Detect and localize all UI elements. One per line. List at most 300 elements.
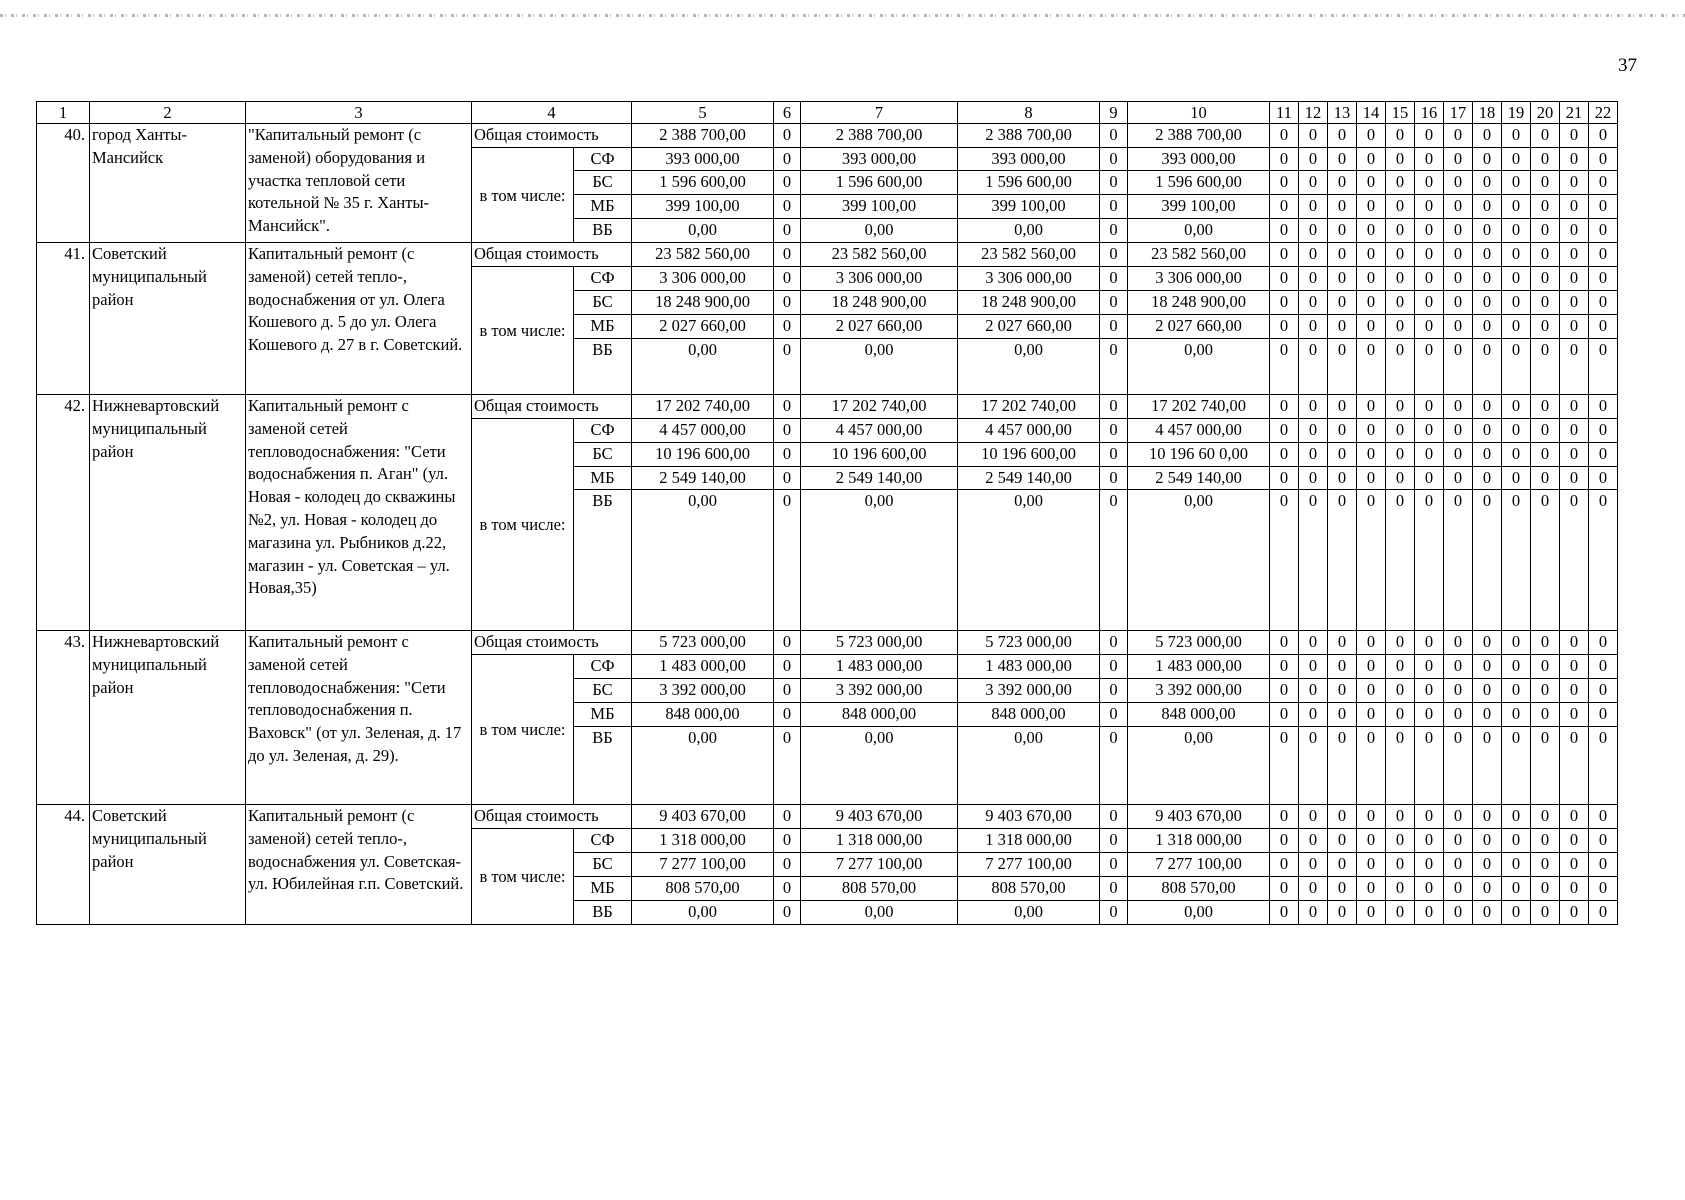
value-col-19: 0 (1502, 853, 1531, 877)
value-col-14: 0 (1357, 267, 1386, 291)
value-col-18: 0 (1473, 219, 1502, 243)
municipality-name: Нижневартовский муниципальный район (90, 395, 246, 631)
column-number-18: 18 (1473, 102, 1502, 124)
value-col-15: 0 (1386, 631, 1415, 655)
value-col-22: 0 (1589, 901, 1618, 925)
value-col-20: 0 (1531, 148, 1560, 171)
value-col-12: 0 (1299, 243, 1328, 267)
value-col-8: 0,00 (958, 490, 1100, 631)
row-number: 43. (37, 631, 90, 805)
value-col-6: 0 (774, 339, 801, 395)
value-col-14: 0 (1357, 171, 1386, 195)
value-col-11: 0 (1270, 490, 1299, 631)
value-col-7: 9 403 670,00 (801, 805, 958, 829)
value-col-19: 0 (1502, 395, 1531, 419)
municipality-name: город Ханты-Мансийск (90, 124, 246, 243)
value-col-16: 0 (1415, 243, 1444, 267)
total-cost-label: Общая стоимость (472, 805, 632, 829)
value-col-19: 0 (1502, 679, 1531, 703)
value-col-19: 0 (1502, 148, 1531, 171)
value-col-6: 0 (774, 124, 801, 148)
value-col-13: 0 (1328, 877, 1357, 901)
value-col-16: 0 (1415, 267, 1444, 291)
funding-source: СФ (574, 419, 632, 443)
value-col-17: 0 (1444, 148, 1473, 171)
value-col-12: 0 (1299, 395, 1328, 419)
value-col-10: 17 202 740,00 (1128, 395, 1270, 419)
value-col-6: 0 (774, 419, 801, 443)
column-number-2: 2 (90, 102, 246, 124)
total-cost-label: Общая стоимость (472, 395, 632, 419)
row-number: 41. (37, 243, 90, 395)
value-col-20: 0 (1531, 877, 1560, 901)
value-col-22: 0 (1589, 727, 1618, 805)
value-col-18: 0 (1473, 124, 1502, 148)
value-col-15: 0 (1386, 148, 1415, 171)
value-col-10: 393 000,00 (1128, 148, 1270, 171)
value-col-16: 0 (1415, 727, 1444, 805)
value-col-7: 393 000,00 (801, 148, 958, 171)
value-col-9: 0 (1100, 243, 1128, 267)
value-col-22: 0 (1589, 315, 1618, 339)
value-col-5: 1 483 000,00 (632, 655, 774, 679)
value-col-16: 0 (1415, 171, 1444, 195)
value-col-12: 0 (1299, 195, 1328, 219)
value-col-22: 0 (1589, 631, 1618, 655)
value-col-17: 0 (1444, 655, 1473, 679)
funding-source: МБ (574, 315, 632, 339)
funding-source: ВБ (574, 219, 632, 243)
funding-source: ВБ (574, 727, 632, 805)
value-col-18: 0 (1473, 901, 1502, 925)
value-col-20: 0 (1531, 655, 1560, 679)
value-col-16: 0 (1415, 853, 1444, 877)
including-label: в том числе: (472, 829, 574, 925)
value-col-17: 0 (1444, 195, 1473, 219)
value-col-17: 0 (1444, 727, 1473, 805)
value-col-12: 0 (1299, 703, 1328, 727)
value-col-6: 0 (774, 315, 801, 339)
value-col-8: 808 570,00 (958, 877, 1100, 901)
value-col-18: 0 (1473, 655, 1502, 679)
value-col-16: 0 (1415, 419, 1444, 443)
value-col-20: 0 (1531, 443, 1560, 467)
value-col-11: 0 (1270, 148, 1299, 171)
value-col-14: 0 (1357, 703, 1386, 727)
value-col-20: 0 (1531, 267, 1560, 291)
value-col-12: 0 (1299, 315, 1328, 339)
value-col-6: 0 (774, 703, 801, 727)
funding-source: МБ (574, 467, 632, 490)
value-col-9: 0 (1100, 171, 1128, 195)
value-col-19: 0 (1502, 243, 1531, 267)
value-col-11: 0 (1270, 291, 1299, 315)
value-col-7: 0,00 (801, 727, 958, 805)
value-col-17: 0 (1444, 124, 1473, 148)
value-col-16: 0 (1415, 490, 1444, 631)
funding-source: МБ (574, 703, 632, 727)
value-col-20: 0 (1531, 853, 1560, 877)
value-col-9: 0 (1100, 805, 1128, 829)
value-col-13: 0 (1328, 631, 1357, 655)
value-col-9: 0 (1100, 443, 1128, 467)
value-col-21: 0 (1560, 901, 1589, 925)
value-col-17: 0 (1444, 267, 1473, 291)
value-col-19: 0 (1502, 443, 1531, 467)
value-col-20: 0 (1531, 901, 1560, 925)
value-col-8: 18 248 900,00 (958, 291, 1100, 315)
value-col-15: 0 (1386, 339, 1415, 395)
value-col-12: 0 (1299, 291, 1328, 315)
value-col-13: 0 (1328, 148, 1357, 171)
value-col-5: 18 248 900,00 (632, 291, 774, 315)
including-label: в том числе: (472, 148, 574, 243)
value-col-14: 0 (1357, 877, 1386, 901)
project-description: "Капитальный ремонт (с заменой) оборудования и участка тепловой сети котельной № 35 г. Ханты-Мансийск". (246, 124, 472, 243)
value-col-17: 0 (1444, 339, 1473, 395)
value-col-12: 0 (1299, 655, 1328, 679)
municipality-name: Советский муниципальный район (90, 243, 246, 395)
value-col-21: 0 (1560, 339, 1589, 395)
value-col-16: 0 (1415, 195, 1444, 219)
value-col-7: 2 549 140,00 (801, 467, 958, 490)
value-col-15: 0 (1386, 419, 1415, 443)
value-col-5: 808 570,00 (632, 877, 774, 901)
column-number-9: 9 (1100, 102, 1128, 124)
value-col-15: 0 (1386, 901, 1415, 925)
value-col-9: 0 (1100, 124, 1128, 148)
value-col-10: 0,00 (1128, 219, 1270, 243)
value-col-14: 0 (1357, 315, 1386, 339)
value-col-19: 0 (1502, 490, 1531, 631)
value-col-21: 0 (1560, 727, 1589, 805)
table-row (37, 395, 1618, 419)
value-col-8: 1 318 000,00 (958, 829, 1100, 853)
value-col-14: 0 (1357, 419, 1386, 443)
value-col-8: 7 277 100,00 (958, 853, 1100, 877)
value-col-5: 393 000,00 (632, 148, 774, 171)
value-col-17: 0 (1444, 219, 1473, 243)
value-col-19: 0 (1502, 419, 1531, 443)
value-col-12: 0 (1299, 467, 1328, 490)
value-col-10: 1 596 600,00 (1128, 171, 1270, 195)
value-col-5: 7 277 100,00 (632, 853, 774, 877)
value-col-22: 0 (1589, 829, 1618, 853)
value-col-17: 0 (1444, 631, 1473, 655)
value-col-19: 0 (1502, 727, 1531, 805)
value-col-8: 1 483 000,00 (958, 655, 1100, 679)
value-col-18: 0 (1473, 631, 1502, 655)
value-col-11: 0 (1270, 877, 1299, 901)
funding-source: СФ (574, 267, 632, 291)
value-col-7: 1 596 600,00 (801, 171, 958, 195)
value-col-7: 5 723 000,00 (801, 631, 958, 655)
value-col-20: 0 (1531, 805, 1560, 829)
value-col-13: 0 (1328, 655, 1357, 679)
column-number-3: 3 (246, 102, 472, 124)
value-col-10: 2 027 660,00 (1128, 315, 1270, 339)
value-col-22: 0 (1589, 219, 1618, 243)
value-col-19: 0 (1502, 901, 1531, 925)
value-col-21: 0 (1560, 829, 1589, 853)
value-col-18: 0 (1473, 443, 1502, 467)
value-col-20: 0 (1531, 291, 1560, 315)
value-col-14: 0 (1357, 148, 1386, 171)
value-col-14: 0 (1357, 243, 1386, 267)
value-col-14: 0 (1357, 727, 1386, 805)
value-col-6: 0 (774, 829, 801, 853)
value-col-11: 0 (1270, 243, 1299, 267)
value-col-11: 0 (1270, 171, 1299, 195)
value-col-21: 0 (1560, 315, 1589, 339)
value-col-15: 0 (1386, 679, 1415, 703)
value-col-13: 0 (1328, 195, 1357, 219)
value-col-21: 0 (1560, 291, 1589, 315)
value-col-9: 0 (1100, 219, 1128, 243)
value-col-16: 0 (1415, 148, 1444, 171)
value-col-16: 0 (1415, 395, 1444, 419)
value-col-12: 0 (1299, 877, 1328, 901)
value-col-5: 2 027 660,00 (632, 315, 774, 339)
value-col-6: 0 (774, 655, 801, 679)
column-number-8: 8 (958, 102, 1100, 124)
value-col-9: 0 (1100, 490, 1128, 631)
value-col-20: 0 (1531, 171, 1560, 195)
value-col-21: 0 (1560, 631, 1589, 655)
value-col-21: 0 (1560, 805, 1589, 829)
value-col-9: 0 (1100, 727, 1128, 805)
value-col-9: 0 (1100, 655, 1128, 679)
value-col-11: 0 (1270, 124, 1299, 148)
value-col-21: 0 (1560, 395, 1589, 419)
value-col-22: 0 (1589, 148, 1618, 171)
value-col-7: 808 570,00 (801, 877, 958, 901)
row-number: 44. (37, 805, 90, 925)
value-col-20: 0 (1531, 490, 1560, 631)
value-col-8: 1 596 600,00 (958, 171, 1100, 195)
value-col-21: 0 (1560, 853, 1589, 877)
value-col-15: 0 (1386, 443, 1415, 467)
value-col-9: 0 (1100, 829, 1128, 853)
value-col-10: 1 318 000,00 (1128, 829, 1270, 853)
column-number-11: 11 (1270, 102, 1299, 124)
funding-source: БС (574, 171, 632, 195)
value-col-22: 0 (1589, 339, 1618, 395)
funding-source: СФ (574, 829, 632, 853)
value-col-6: 0 (774, 395, 801, 419)
value-col-21: 0 (1560, 243, 1589, 267)
value-col-20: 0 (1531, 395, 1560, 419)
value-col-14: 0 (1357, 853, 1386, 877)
value-col-11: 0 (1270, 419, 1299, 443)
value-col-12: 0 (1299, 219, 1328, 243)
value-col-6: 0 (774, 679, 801, 703)
value-col-16: 0 (1415, 703, 1444, 727)
value-col-15: 0 (1386, 877, 1415, 901)
value-col-6: 0 (774, 148, 801, 171)
value-col-17: 0 (1444, 315, 1473, 339)
value-col-6: 0 (774, 195, 801, 219)
value-col-17: 0 (1444, 291, 1473, 315)
value-col-7: 1 318 000,00 (801, 829, 958, 853)
value-col-16: 0 (1415, 291, 1444, 315)
table-row (37, 124, 1618, 148)
value-col-7: 0,00 (801, 339, 958, 395)
value-col-9: 0 (1100, 339, 1128, 395)
value-col-5: 2 549 140,00 (632, 467, 774, 490)
value-col-15: 0 (1386, 267, 1415, 291)
value-col-11: 0 (1270, 267, 1299, 291)
value-col-6: 0 (774, 443, 801, 467)
value-col-8: 2 027 660,00 (958, 315, 1100, 339)
value-col-8: 9 403 670,00 (958, 805, 1100, 829)
value-col-20: 0 (1531, 829, 1560, 853)
value-col-20: 0 (1531, 243, 1560, 267)
column-number-4: 4 (472, 102, 632, 124)
value-col-13: 0 (1328, 443, 1357, 467)
value-col-7: 2 388 700,00 (801, 124, 958, 148)
column-number-5: 5 (632, 102, 774, 124)
value-col-10: 0,00 (1128, 339, 1270, 395)
value-col-22: 0 (1589, 291, 1618, 315)
value-col-22: 0 (1589, 805, 1618, 829)
value-col-6: 0 (774, 291, 801, 315)
value-col-16: 0 (1415, 467, 1444, 490)
value-col-15: 0 (1386, 703, 1415, 727)
value-col-18: 0 (1473, 829, 1502, 853)
value-col-22: 0 (1589, 853, 1618, 877)
value-col-13: 0 (1328, 490, 1357, 631)
value-col-15: 0 (1386, 171, 1415, 195)
value-col-5: 1 318 000,00 (632, 829, 774, 853)
value-col-18: 0 (1473, 291, 1502, 315)
column-number-10: 10 (1128, 102, 1270, 124)
funding-source: БС (574, 443, 632, 467)
value-col-7: 2 027 660,00 (801, 315, 958, 339)
value-col-13: 0 (1328, 419, 1357, 443)
value-col-18: 0 (1473, 315, 1502, 339)
column-number-6: 6 (774, 102, 801, 124)
funding-table (36, 101, 1618, 925)
value-col-18: 0 (1473, 148, 1502, 171)
value-col-12: 0 (1299, 631, 1328, 655)
value-col-14: 0 (1357, 124, 1386, 148)
value-col-18: 0 (1473, 877, 1502, 901)
value-col-5: 3 392 000,00 (632, 679, 774, 703)
column-number-17: 17 (1444, 102, 1473, 124)
value-col-21: 0 (1560, 267, 1589, 291)
value-col-17: 0 (1444, 419, 1473, 443)
value-col-10: 0,00 (1128, 727, 1270, 805)
value-col-19: 0 (1502, 339, 1531, 395)
column-number-1: 1 (37, 102, 90, 124)
value-col-10: 0,00 (1128, 901, 1270, 925)
column-number-12: 12 (1299, 102, 1328, 124)
table-body (37, 102, 1618, 925)
column-number-19: 19 (1502, 102, 1531, 124)
value-col-16: 0 (1415, 219, 1444, 243)
value-col-21: 0 (1560, 679, 1589, 703)
value-col-20: 0 (1531, 219, 1560, 243)
value-col-5: 10 196 600,00 (632, 443, 774, 467)
value-col-7: 18 248 900,00 (801, 291, 958, 315)
value-col-18: 0 (1473, 339, 1502, 395)
value-col-7: 848 000,00 (801, 703, 958, 727)
value-col-18: 0 (1473, 490, 1502, 631)
value-col-13: 0 (1328, 703, 1357, 727)
total-cost-label: Общая стоимость (472, 124, 632, 148)
value-col-13: 0 (1328, 829, 1357, 853)
column-number-20: 20 (1531, 102, 1560, 124)
row-number: 42. (37, 395, 90, 631)
value-col-9: 0 (1100, 291, 1128, 315)
value-col-17: 0 (1444, 901, 1473, 925)
value-col-21: 0 (1560, 877, 1589, 901)
value-col-19: 0 (1502, 703, 1531, 727)
value-col-10: 399 100,00 (1128, 195, 1270, 219)
project-description: Капитальный ремонт (с заменой) сетей тепло-, водоснабжения ул. Советская- ул. Юбилейная г.п. Советский. (246, 805, 472, 925)
funding-source: БС (574, 853, 632, 877)
value-col-22: 0 (1589, 490, 1618, 631)
value-col-22: 0 (1589, 877, 1618, 901)
value-col-17: 0 (1444, 490, 1473, 631)
value-col-16: 0 (1415, 631, 1444, 655)
value-col-19: 0 (1502, 267, 1531, 291)
value-col-6: 0 (774, 243, 801, 267)
value-col-6: 0 (774, 171, 801, 195)
value-col-12: 0 (1299, 171, 1328, 195)
value-col-22: 0 (1589, 655, 1618, 679)
value-col-9: 0 (1100, 631, 1128, 655)
value-col-21: 0 (1560, 490, 1589, 631)
value-col-12: 0 (1299, 443, 1328, 467)
value-col-11: 0 (1270, 901, 1299, 925)
value-col-15: 0 (1386, 219, 1415, 243)
value-col-21: 0 (1560, 655, 1589, 679)
value-col-14: 0 (1357, 631, 1386, 655)
value-col-6: 0 (774, 853, 801, 877)
value-col-8: 2 388 700,00 (958, 124, 1100, 148)
value-col-14: 0 (1357, 291, 1386, 315)
value-col-5: 0,00 (632, 219, 774, 243)
value-col-19: 0 (1502, 805, 1531, 829)
value-col-17: 0 (1444, 395, 1473, 419)
value-col-8: 3 306 000,00 (958, 267, 1100, 291)
value-col-22: 0 (1589, 679, 1618, 703)
value-col-19: 0 (1502, 124, 1531, 148)
value-col-18: 0 (1473, 727, 1502, 805)
value-col-14: 0 (1357, 829, 1386, 853)
value-col-18: 0 (1473, 703, 1502, 727)
value-col-6: 0 (774, 901, 801, 925)
value-col-21: 0 (1560, 467, 1589, 490)
value-col-8: 5 723 000,00 (958, 631, 1100, 655)
value-col-9: 0 (1100, 467, 1128, 490)
value-col-11: 0 (1270, 829, 1299, 853)
value-col-8: 3 392 000,00 (958, 679, 1100, 703)
table-row (37, 631, 1618, 655)
value-col-11: 0 (1270, 655, 1299, 679)
value-col-16: 0 (1415, 443, 1444, 467)
table-row (37, 805, 1618, 829)
value-col-8: 0,00 (958, 219, 1100, 243)
value-col-14: 0 (1357, 395, 1386, 419)
value-col-14: 0 (1357, 679, 1386, 703)
value-col-5: 0,00 (632, 727, 774, 805)
value-col-11: 0 (1270, 467, 1299, 490)
value-col-19: 0 (1502, 655, 1531, 679)
value-col-5: 399 100,00 (632, 195, 774, 219)
